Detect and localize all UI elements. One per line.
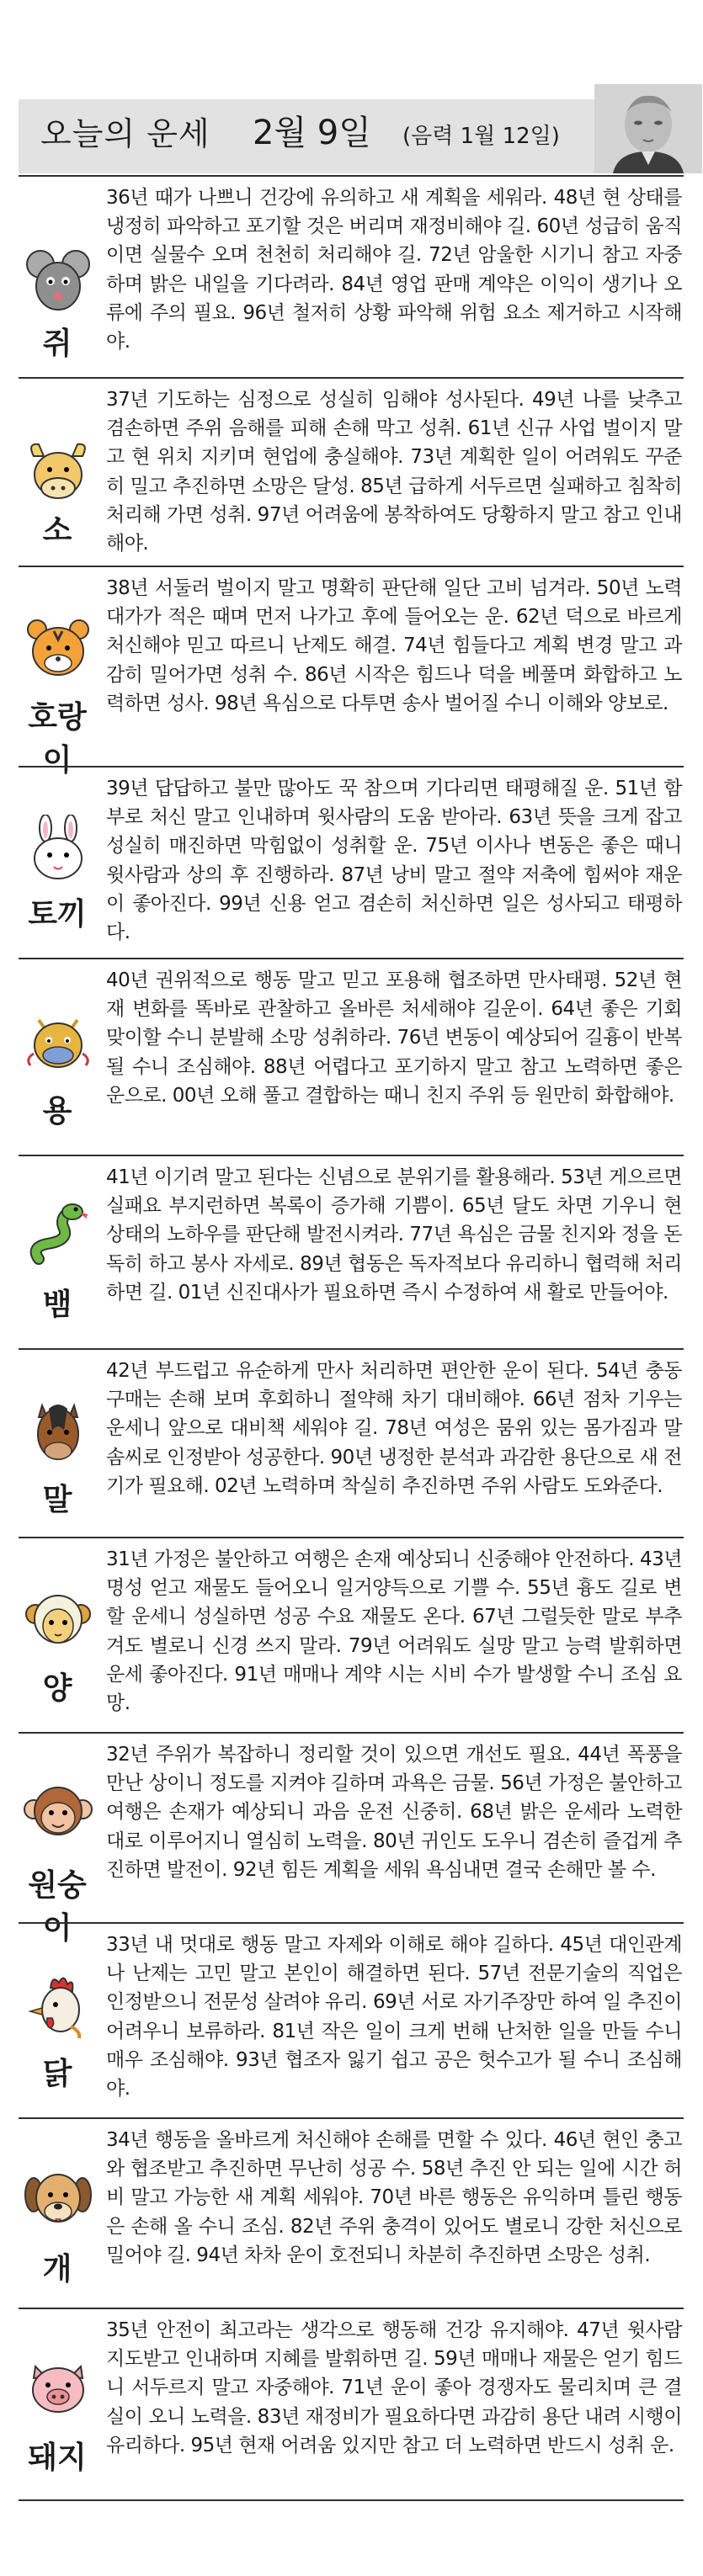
pig-icon bbox=[22, 2351, 94, 2422]
date-label: 2월 9일 bbox=[253, 114, 371, 152]
fortune-text: 33년 내 멋대로 행동 말고 자제와 이해로 해야 길하다. 45년 대인관계나 난제는 고민 말고 본인이 해결하면 된다. 57년 전문기술의 직업은 인정받으니 전문성 살려야 유리. 69년 서로 자기주장만 하여 일 추진이 어려우니 보류하라. 81년 작은 일이 크게 번해 난처한 일을 만들 수니 매우 조심해야. 93년 협조자 잃기 쉽고 공은 헛수고가 될 수니 조심해야. bbox=[106, 1934, 682, 2101]
fortune-row-dragon bbox=[19, 958, 684, 1156]
monkey-icon bbox=[22, 1776, 94, 1846]
animal-name: 토끼 bbox=[28, 897, 87, 932]
snake-icon bbox=[22, 1200, 94, 1271]
animal-name: 양 bbox=[42, 1671, 72, 1706]
fortune-row-dog bbox=[19, 2117, 684, 2309]
fortune-row-rabbit bbox=[19, 766, 684, 959]
sheep-icon bbox=[22, 1584, 94, 1654]
dragon-icon bbox=[22, 1006, 94, 1077]
fortune-row-sheep bbox=[19, 1537, 684, 1734]
animal-name: 호랑이 bbox=[28, 700, 87, 778]
animal-name: 원숭이 bbox=[28, 1868, 87, 1946]
fortune-text: 32년 주위가 복잡하니 정리할 것이 있으면 개선도 필요. 44년 폭풍을 만난 상이니 정도를 지켜야 길하며 과욕은 금물. 56년 가정은 불안하고 여행은 손재가 예상되니 과음 운전 신중히. 68년 밝은 운세라 노력한 대로 이루어지니 열심히 노력을. 80년 귀인도 도우니 겸손히 즐겁게 추진하면 발전이. 92년 힘든 계획을 세워 욕심내면 결국 손해만 볼 수. bbox=[106, 1744, 682, 1881]
animal-name: 닭 bbox=[42, 2057, 72, 2091]
fortune-text: 39년 답답하고 불만 많아도 꾹 참으며 기다리면 태평해질 운. 51년 함부로 처신 말고 인내하며 윗사람의 도움 받아라. 63년 뜻을 크게 잡고 성실히 매진하면 막힘없이 성취할 운. 75년 이사나 변동은 좋은 때니 윗사람과 상의 후 진행하라. 87년 낭비 말고 절약 저축에 힘써야 재운이 좋아진다. 99년 신용 얻고 겸손히 처신하면 일은 성사되고 태평하다. bbox=[106, 778, 682, 944]
fortune-row-pig bbox=[19, 2308, 684, 2501]
header bbox=[0, 0, 703, 177]
fortune-text: 40년 권위적으로 행동 말고 믿고 포용해 협조하면 만사태평. 52년 현재 변화를 똑바로 관찰하고 올바른 처세해야 길운이. 64년 좋은 기회 맞이할 수니 분발해 소망 성취하라. 76년 변동이 예상되어 길흉이 반복될 수니 조심해야. 88년 어렵다고 포기하지 말고 참고 노력하면 좋은 운으로. 00년 오해 풀고 결합하는 때니 친지 주위 등 원만히 화합해야. bbox=[106, 969, 682, 1107]
fortune-text: 36년 때가 나쁘니 건강에 유의하고 새 계획을 세워라. 48년 현 상태를 냉정히 파악하고 포기할 것은 버리며 재정비해야 길. 60년 성급히 움직이면 실물수 오며 천천히 처리해야 길. 72년 암울한 시기니 참고 자중하며 밝은 내일을 기다려라. 84년 영업 판매 계약은 이익이 생기나 오류에 주의 필요. 96년 철저히 상황 파악해 위험 요소 제거하고 시작해야. bbox=[106, 187, 682, 353]
page-title: 오늘의 운세 bbox=[40, 115, 210, 152]
author-portrait bbox=[594, 84, 702, 173]
animal-name: 돼지 bbox=[28, 2441, 87, 2475]
fortune-row-snake bbox=[19, 1155, 684, 1350]
rat-icon bbox=[22, 246, 94, 316]
fortune-text: 41년 이기려 말고 된다는 신념으로 분위기를 활용해라. 53년 게으르면 실패요 부지런하면 복록이 증가해 기쁨이. 65년 달도 차면 기우니 현 상태의 노하우를 판단해 발전시켜라. 77년 욕심은 금물 친지와 정을 돈독히 하고 봉사 자세로. 89년 협동은 독자적보다 유리하니 협력해 처리하면 길. 01년 신진대사가 필요하면 즉시 수정하여 새 활로 만들어야. bbox=[106, 1166, 682, 1304]
animal-name: 뱀 bbox=[42, 1288, 72, 1322]
fortune-text: 31년 가정은 불안하고 여행은 손재 예상되니 신중해야 안전하다. 43년 명성 얻고 재물도 들어오니 일거양득으로 기쁠 수. 55년 흉도 길로 변할 운세니 성실하면 성공 수요 재물도 온다. 67년 그럴듯한 말로 부추겨도 별로니 신경 쓰지 말라. 79년 어려워도 실망 말고 능력 발휘하면 운세 좋아진다. 91년 매매나 계약 시는 시비 수가 발생할 수니 조심 요망. bbox=[106, 1548, 682, 1715]
ox-icon bbox=[22, 438, 94, 508]
fortune-row-horse bbox=[19, 1348, 684, 1538]
fortune-text: 35년 안전이 최고라는 생각으로 행동해 건강 유지해야. 47년 윗사람 지도받고 인내하며 지혜를 발휘하면 길. 59년 매매나 재물은 얻기 힘드니 서두르지 말고 자중해야. 71년 운이 좋아 경쟁자도 물리치며 큰 결실이 오니 노력을. 83년 재정비가 필요하다면 과감히 용단 내려 시행이 유리하다. 95년 현재 어려움 있지만 참고 더 노력하면 반드시 성취 운. bbox=[106, 2319, 682, 2456]
fortune-row-ox bbox=[19, 377, 684, 567]
fortune-row-tiger bbox=[19, 566, 684, 778]
tiger-icon bbox=[22, 614, 94, 685]
animal-name: 쥐 bbox=[42, 327, 72, 361]
dog-icon bbox=[22, 2163, 94, 2233]
animal-name: 개 bbox=[42, 2252, 72, 2287]
animal-name: 말 bbox=[42, 1483, 72, 1517]
fortune-row-rooster bbox=[19, 1922, 684, 2119]
rooster-icon bbox=[22, 1971, 94, 2042]
lunar-date-label: (음력 1월 12일) bbox=[402, 124, 560, 149]
fortune-text: 42년 부드럽고 유순하게 만사 처리하면 편안한 운이 된다. 54년 충동구매는 손해 보며 후회하니 절약해 차기 대비해야. 66년 점차 기우는 운세니 앞으로 대비책 세워야 길. 78년 여성은 뭄위 있는 몸가짐과 말솜씨로 인정받아 성공한다. 90년 냉정한 분석과 과감한 용단으로 새 전기가 필요해. 02년 노력하며 착실히 추진하면 주위 사람도 도와준다. bbox=[106, 1360, 682, 1497]
fortune-text: 37년 기도하는 심정으로 성실히 임해야 성사된다. 49년 나를 낮추고 겸손하면 주위 음해를 피해 손해 막고 성취. 61년 신규 사업 벌이지 말고 현 위치 지키며 현업에 충실해야. 73년 계획한 일이 어려워도 꾸준히 밀고 추진하면 소망은 달성. 85년 급하게 서두르면 실패하고 침착히 처리해 가면 성취. 97년 어려움에 봉착하여도 당황하지 말고 참고 인내해야. bbox=[106, 389, 682, 555]
fortune-row-monkey bbox=[19, 1732, 684, 1946]
fortune-row-rat bbox=[19, 175, 684, 379]
horse-icon bbox=[22, 1397, 94, 1468]
fortune-text: 34년 행동을 올바르게 처신해야 손해를 면할 수 있다. 46년 현인 충고와 협조받고 추진하면 무난히 성공 수. 58년 추진 안 되는 일에 시간 허비 말고 가능한 새 계획 세워야. 70년 바른 행동은 유익하며 틀린 행동은 손해 올 수니 조심. 82년 주위 충격이 있어도 별로니 강한 처신으로 밀어야 길. 94년 차차 운이 호전되니 차분히 추진하면 소망은 성취. bbox=[106, 2129, 682, 2266]
animal-name: 용 bbox=[42, 1094, 72, 1129]
fortune-text: 38년 서둘러 벌이지 말고 명확히 판단해 일단 고비 넘겨라. 50년 노력 대가가 적은 때며 먼저 나가고 후에 들어오는 운. 62년 덕으로 바르게 처신해야 믿고 따르니 난제도 해결. 74년 힘들다고 계획 변경 말고 과감히 밀어가면 성취 수. 86년 시작은 힘드나 덕을 베풀며 화합하고 노력하면 성사. 98년 욕심으로 다투면 송사 벌어질 수니 이해와 양보로. bbox=[106, 577, 682, 714]
animal-name: 소 bbox=[42, 513, 72, 548]
rabbit-icon bbox=[22, 815, 94, 885]
